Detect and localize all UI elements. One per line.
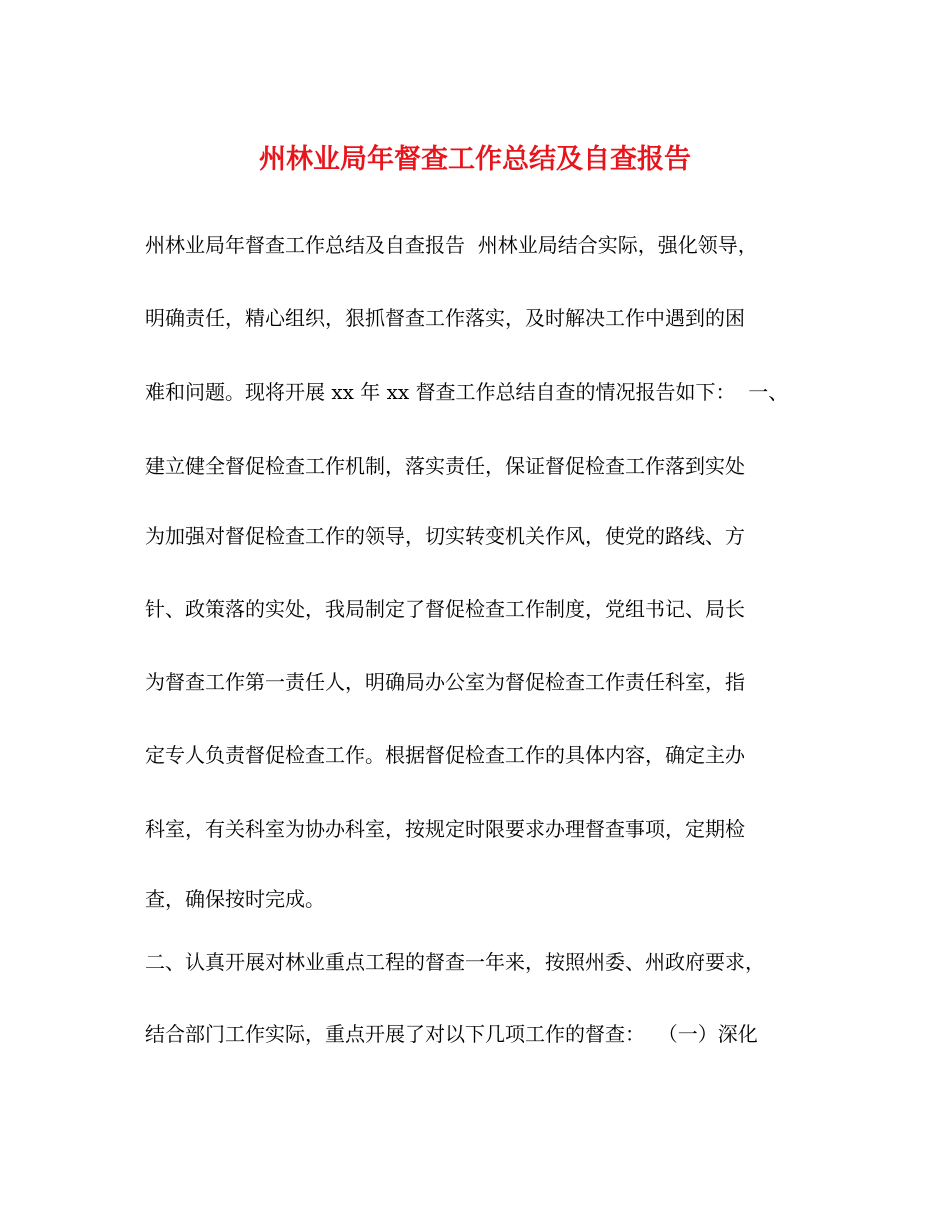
paragraph-line: 科室，有关科室为协办科室，按规定时限要求办理督查事项，定期检: [145, 817, 745, 841]
paragraph-line: 明确责任，精心组织，狠抓督查工作落实，及时解决工作中遇到的困: [145, 306, 745, 330]
paragraph-line: 难和问题。现将开展 xx 年 xx 督查工作总结自查的情况报告如下： 一、: [145, 380, 789, 404]
paragraph-line: 定专人负责督促检查工作。根据督促检查工作的具体内容，确定主办: [145, 743, 745, 767]
paragraph-line: 为加强对督促检查工作的领导，切实转变机关作风，使党的路线、方: [145, 524, 745, 548]
paragraph-line: 结合部门工作实际，重点开展了对以下几项工作的督查： （一）深化: [145, 1022, 758, 1046]
document-title: 州林业局年督查工作总结及自查报告: [259, 144, 691, 175]
paragraph-line: 建立健全督促检查工作机制，落实责任，保证督促检查工作落到实处: [145, 454, 745, 478]
paragraph-line: 针、政策落的实处，我局制定了督促检查工作制度，党组书记、局长: [145, 597, 745, 621]
paragraph-line: 州林业局年督查工作总结及自查报告 州林业局结合实际，强化领导，: [145, 233, 758, 257]
paragraph-line: 二、认真开展对林业重点工程的督查一年来，按照州委、州政府要求，: [145, 950, 765, 974]
paragraph-line: 为督查工作第一责任人，明确局办公室为督促检查工作责任科室，指: [145, 670, 745, 694]
paragraph-line: 查，确保按时完成。: [145, 887, 325, 911]
